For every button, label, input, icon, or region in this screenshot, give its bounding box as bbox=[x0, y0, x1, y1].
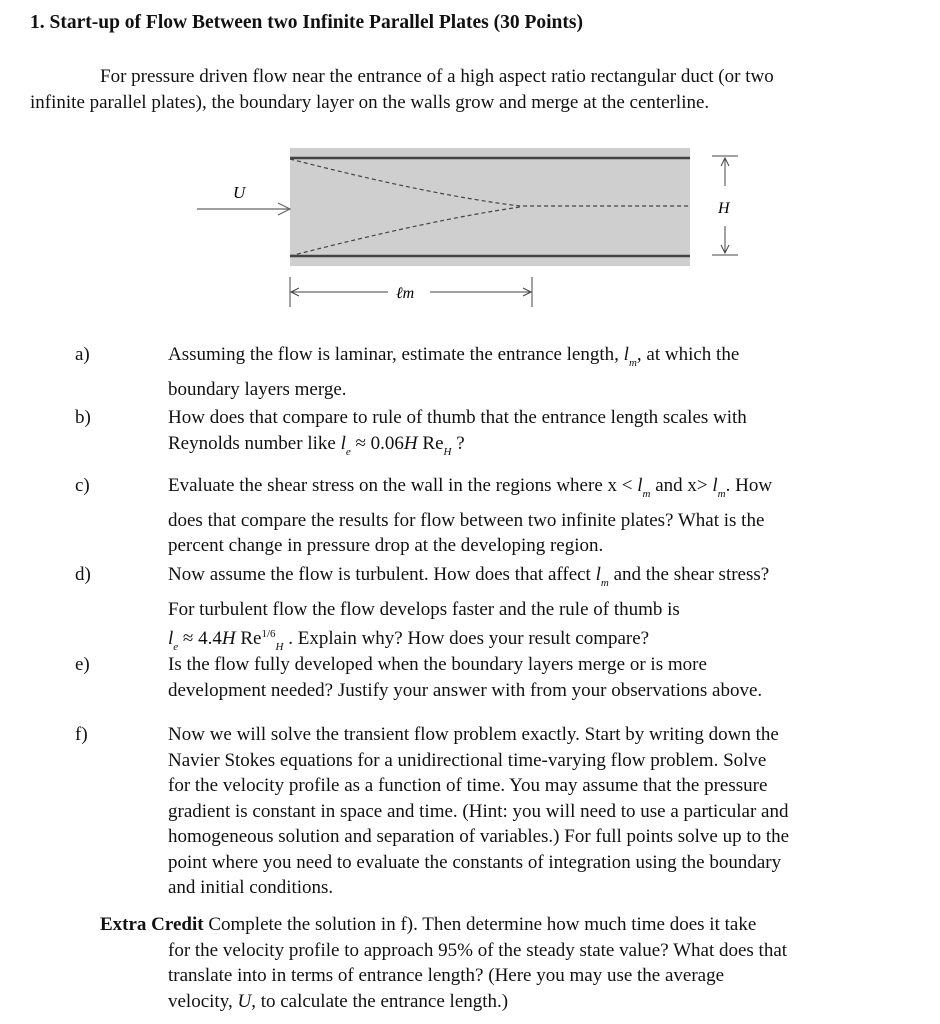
text-line bbox=[168, 678, 918, 704]
text-line bbox=[168, 824, 918, 850]
text-line bbox=[168, 773, 918, 799]
text-line bbox=[168, 473, 918, 508]
question-text bbox=[168, 562, 918, 661]
math-symbol: l bbox=[712, 475, 718, 496]
text-segment: Evaluate the shear stress on the wall in the regions where x < bbox=[168, 475, 638, 496]
text-segment: Navier Stokes equations for a unidirectional time-varying flow problem. Solve bbox=[168, 749, 767, 771]
text-line bbox=[100, 989, 920, 1015]
h-label: H bbox=[718, 200, 730, 217]
text-segment: boundary layers merge. bbox=[168, 378, 347, 400]
text-segment: ≈ 0.06 bbox=[350, 432, 404, 454]
question-label: d) bbox=[75, 564, 91, 585]
math-symbol: e bbox=[345, 445, 351, 458]
text-segment: , to calculate the entrance length.) bbox=[251, 990, 509, 1012]
parallel-plates-diagram bbox=[180, 140, 780, 320]
question-label: e) bbox=[75, 654, 90, 675]
math-symbol: l bbox=[340, 432, 346, 454]
text-segment: homogeneous solution and separation of variables.) For full points solve up to the bbox=[168, 826, 790, 847]
text-line bbox=[168, 850, 918, 876]
extra-credit-heading: Extra Credit bbox=[100, 914, 204, 935]
question-text bbox=[168, 405, 918, 465]
text-line bbox=[100, 938, 920, 964]
math-symbol: m bbox=[600, 577, 609, 589]
text-segment: , at which the bbox=[636, 344, 740, 365]
intro-line: infinite parallel plates), the boundary layer on the walls grow and merge at the centerline. bbox=[30, 92, 710, 113]
text-segment: does that compare the results for flow between two infinite plates? What is the bbox=[168, 509, 765, 531]
question-label: c) bbox=[75, 475, 90, 496]
text-segment: Is the flow fully developed when the boundary layers merge or is more bbox=[168, 654, 707, 675]
text-segment: Now assume the flow is turbulent. How does that affect bbox=[168, 564, 596, 585]
text-segment: for the velocity profile as a function of time. You may assume that the pressure bbox=[168, 775, 768, 796]
text-segment: and initial conditions. bbox=[168, 877, 334, 898]
text-segment: How does that compare to rule of thumb that the entrance length scales with bbox=[168, 407, 747, 428]
text-segment: ≈ 4.4 bbox=[178, 628, 222, 649]
math-symbol: m bbox=[642, 488, 651, 500]
text-line bbox=[168, 652, 918, 678]
question-label: a) bbox=[75, 344, 90, 365]
text-segment: and x> bbox=[650, 475, 713, 496]
text-segment: development needed? Justify your answer with from your observations above. bbox=[168, 679, 763, 701]
text-line bbox=[168, 342, 918, 377]
text-line bbox=[168, 722, 918, 748]
text-line bbox=[168, 748, 918, 774]
intro-line: For pressure driven flow near the entrance of a high aspect ratio rectangular duct (or two bbox=[100, 66, 774, 87]
math-symbol: l bbox=[623, 344, 629, 365]
math-symbol: U bbox=[237, 990, 252, 1012]
math-symbol: H bbox=[443, 445, 452, 458]
text-segment: gradient is constant in space and time. (Hint: you will need to use a particular and bbox=[168, 800, 789, 822]
text-segment: translate into in terms of entrance length? (Here you may use the average bbox=[168, 965, 725, 986]
text-segment: point where you need to evaluate the constants of integration using the boundary bbox=[168, 851, 782, 873]
u-label: U bbox=[233, 183, 246, 202]
text-segment: for the velocity profile to approach 95% of the steady state value? What does that bbox=[168, 939, 788, 961]
text-segment: Re bbox=[235, 628, 262, 649]
question-label: b) bbox=[75, 407, 91, 428]
text-line bbox=[168, 508, 918, 534]
text-segment: percent change in pressure drop at the developing region. bbox=[168, 535, 604, 556]
text-line bbox=[168, 405, 918, 431]
lm-label: ℓm bbox=[396, 285, 415, 302]
question-text bbox=[168, 722, 918, 901]
question-text bbox=[168, 652, 918, 703]
intro-paragraph bbox=[30, 64, 910, 116]
text-line bbox=[100, 963, 920, 989]
text-segment: Assuming the flow is laminar, estimate the entrance length, bbox=[168, 344, 624, 365]
text-line bbox=[168, 377, 918, 403]
text-line bbox=[168, 875, 918, 901]
problem-title: 1. Start-up of Flow Between two Infinite Parallel Plates (30 Points) bbox=[30, 12, 583, 33]
text-segment: . Explain why? How does your result compare? bbox=[283, 628, 650, 649]
text-line bbox=[168, 597, 918, 623]
text-segment: Now we will solve the transient flow problem exactly. Start by writing down the bbox=[168, 724, 779, 745]
math-symbol: l bbox=[637, 475, 643, 496]
text-segment: . How bbox=[725, 475, 773, 496]
math-symbol: 1/6 bbox=[261, 628, 276, 640]
text-line bbox=[100, 912, 920, 938]
text-segment: For turbulent flow the flow develops faster and the rule of thumb is bbox=[168, 598, 680, 620]
text-segment: Reynolds number like bbox=[168, 432, 341, 454]
channel-fill bbox=[290, 148, 690, 266]
math-symbol: e bbox=[173, 641, 179, 653]
question-label: f) bbox=[75, 724, 88, 745]
extra-credit bbox=[100, 912, 920, 1014]
text-line bbox=[168, 431, 918, 466]
math-symbol: m bbox=[628, 357, 637, 369]
text-segment: velocity, bbox=[168, 990, 238, 1012]
question-text bbox=[168, 473, 918, 559]
math-symbol: H bbox=[221, 628, 236, 649]
math-symbol: m bbox=[717, 488, 726, 500]
text-segment: Re bbox=[417, 432, 444, 454]
text-line bbox=[168, 533, 918, 559]
math-symbol: l bbox=[168, 628, 174, 649]
math-symbol: H bbox=[275, 641, 284, 653]
text-line bbox=[168, 799, 918, 825]
text-line bbox=[168, 562, 918, 597]
text-segment: and the shear stress? bbox=[608, 564, 770, 585]
math-symbol: l bbox=[595, 564, 601, 585]
text-segment: ? bbox=[451, 432, 465, 454]
text-segment: Complete the solution in f). Then determine how much time does it take bbox=[203, 914, 757, 935]
math-symbol: H bbox=[403, 432, 418, 454]
question-text bbox=[168, 342, 918, 402]
